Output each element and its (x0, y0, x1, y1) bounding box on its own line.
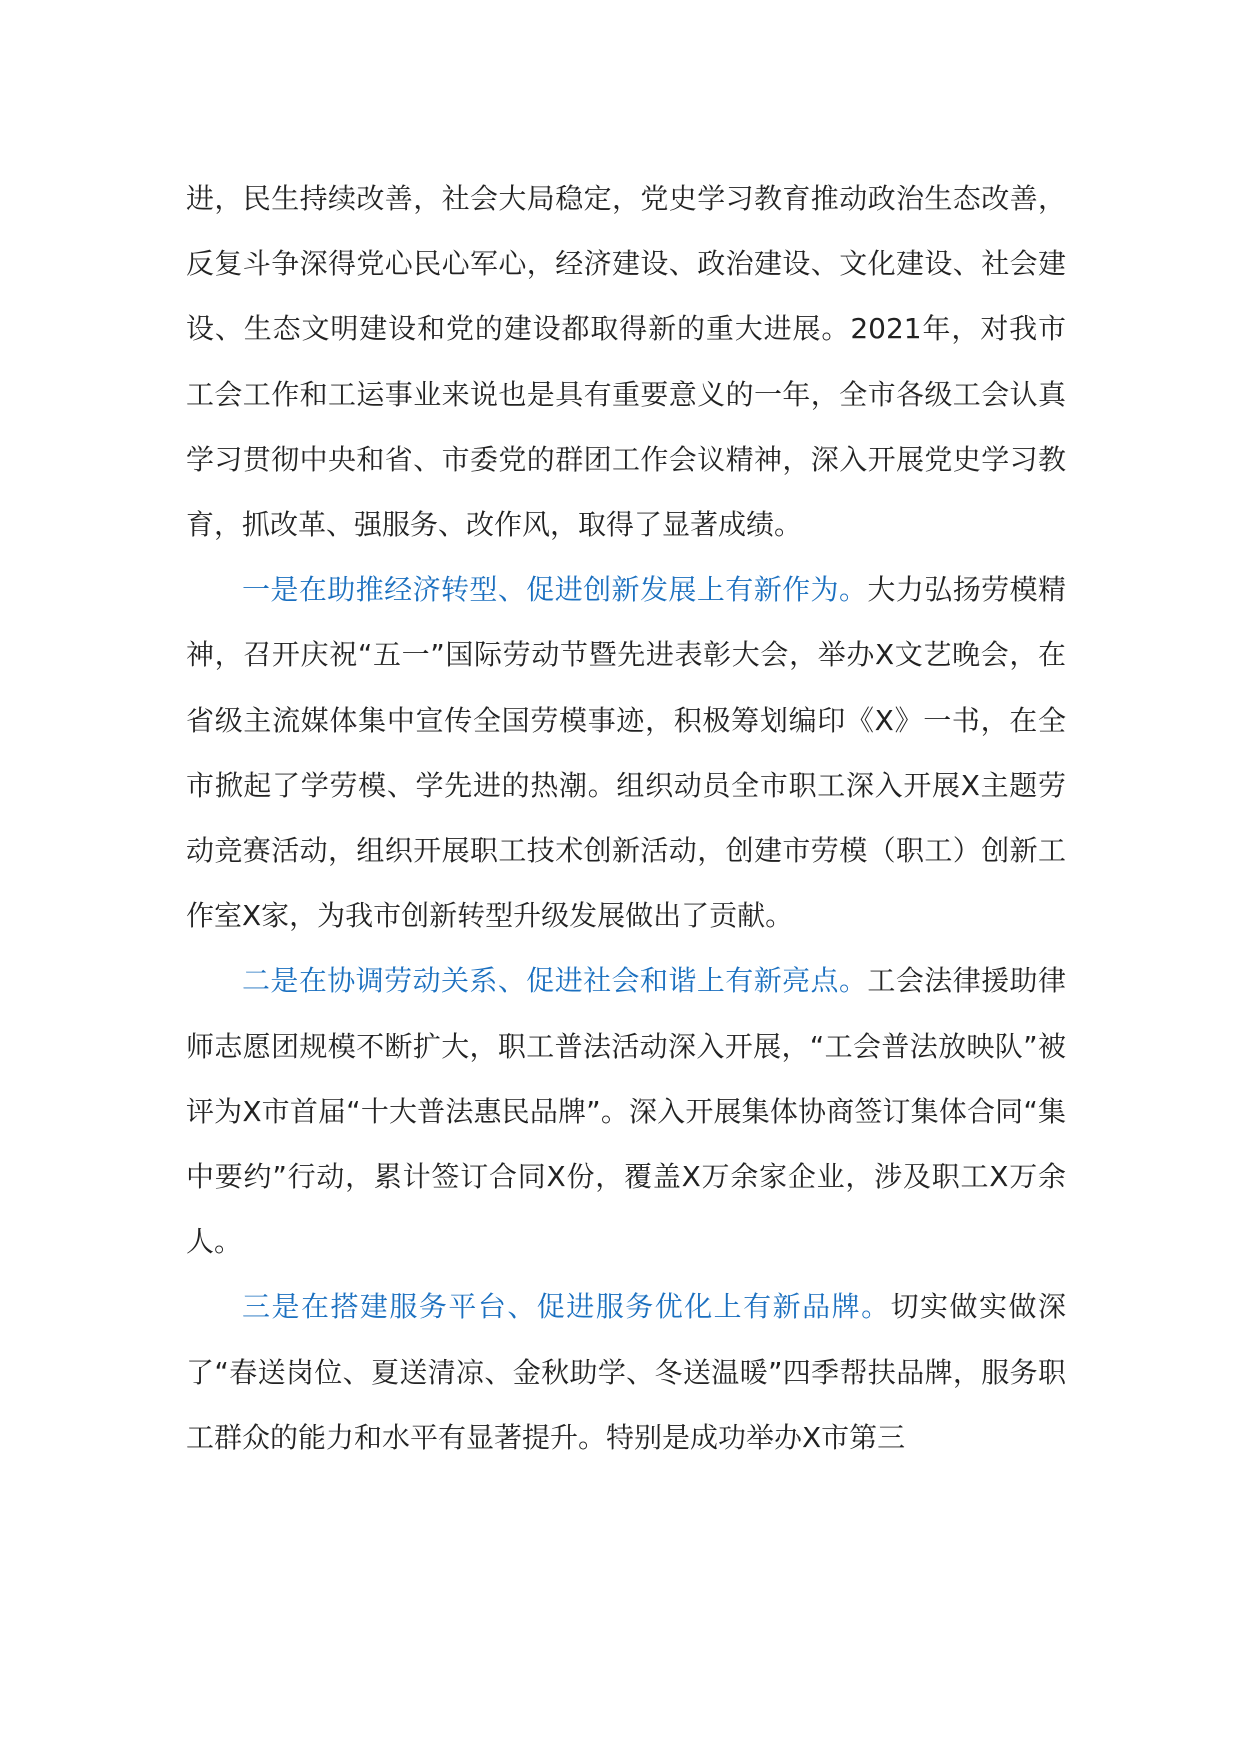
paragraph-continuation (186, 166, 1066, 557)
paragraph-heading: 二是在协调劳动关系、促进社会和谐上有新亮点。 (242, 964, 868, 998)
paragraph-body: 工会法律援助律师志愿团规模不断扩大，职工普法活动深入开展，“工会普法放映队”被评为X市首届“十大普法惠民品牌”。深入开展集体协商签订集体合同“集中要约”行动，累计签订合同X份，覆盖X万余家企业，涉及职工X万余人。 (186, 964, 1066, 1259)
paragraph-service-platform (186, 1274, 1066, 1470)
paragraph-heading: 一是在助推经济转型、促进创新发展上有新作为。 (242, 573, 868, 607)
document-body (186, 166, 1066, 1470)
paragraph-body: 进，民生持续改善，社会大局稳定，党史学习教育推动政治生态改善，反复斗争深得党心民心军心，经济建设、政治建设、文化建设、社会建设、生态文明建设和党的建设都取得新的重大进展。2021年，对我市工会工作和工运事业来说也是具有重要意义的一年，全市各级工会认真学习贯彻中央和省、市委党的群团工作会议精神，深入开展党史学习教育，抓改革、强服务、改作风，取得了显著成绩。 (186, 182, 1066, 542)
paragraph-heading: 三是在搭建服务平台、促进服务优化上有新品牌。 (242, 1290, 891, 1324)
paragraph-body: 大力弘扬劳模精神，召开庆祝“五一”国际劳动节暨先进表彰大会，举办X文艺晚会，在省级主流媒体集中宣传全国劳模事迹，积极筹划编印《X》一书，在全市掀起了学劳模、学先进的热潮。组织动员全市职工深入开展X主题劳动竞赛活动，组织开展职工技术创新活动，创建市劳模（职工）创新工作室X家，为我市创新转型升级发展做出了贡献。 (186, 573, 1066, 933)
paragraph-body: 切实做实做深了“春送岗位、夏送清凉、金秋助学、冬送温暖”四季帮扶品牌，服务职工群众的能力和水平有显著提升。特别是成功举办X市第三 (186, 1290, 1066, 1454)
paragraph-economic-transformation (186, 557, 1066, 948)
paragraph-labor-relations (186, 948, 1066, 1274)
